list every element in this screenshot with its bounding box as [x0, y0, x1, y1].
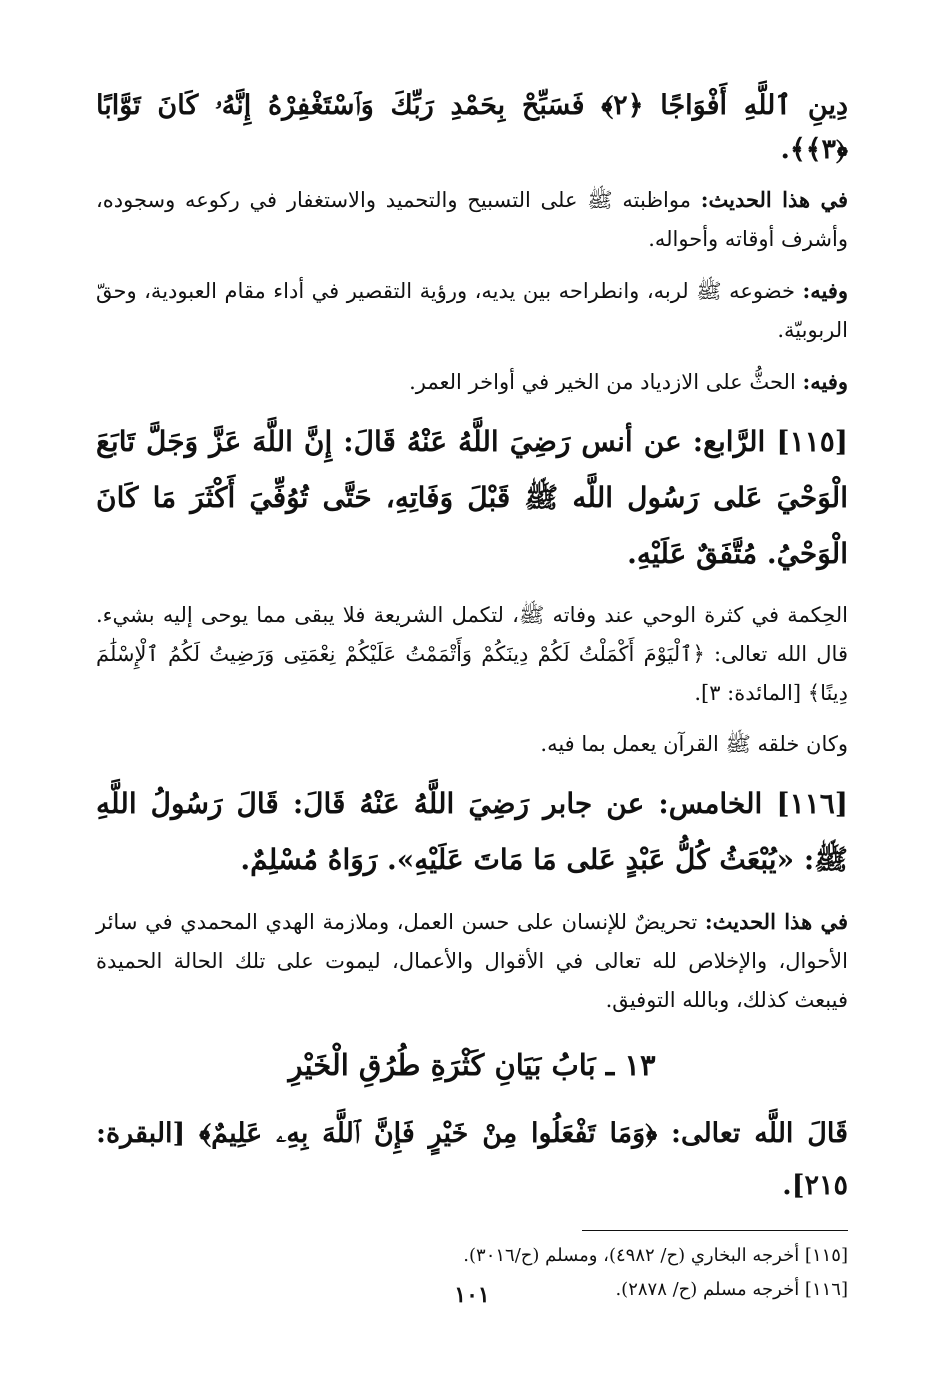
chapter-verse: قَالَ اللَّه تعالى: ﴿وَمَا تَفْعَلُوا مِنْ خَيْرٍ فَإِنَّ ٱللَّهَ بِهِۦ عَلِيمٌ﴾ [البقرة: ٢١٥].	[96, 1118, 848, 1201]
footnote-116: [١١٦] أخرجه مسلم (ح/ ٢٨٧٨).	[615, 1279, 848, 1300]
commentary-paragraph	[96, 271, 848, 350]
paragraph-lead: في هذا الحديث:	[704, 909, 849, 934]
commentary-115-wisdom: الحِكمة في كثرة الوحي عند وفاته ﷺ، لتكمل الشريعة فلا يبقى مما يوحى إليه بشيء. قال الله تعالى: ﴿ٱلْيَوْمَ أَكْمَلْتُ لَكُمْ دِينَكُمْ وَأَتْمَمْتُ عَلَيْكُمْ نِعْمَتِى وَرَضِيتُ لَكُمُ ٱلْإِسْلَٰمَ دِينًا﴾ [المائدة: ٣].	[96, 603, 848, 705]
commentary-paragraph	[96, 362, 848, 402]
commentary-115-character: وكان خلقه ﷺ القرآن يعمل بما فيه.	[540, 732, 848, 756]
hadith-116: [١١٦] الخامس: عن جابر رَضِيَ اللَّهُ عَنْهُ قَالَ: قَالَ رَسُولُ اللَّهِ ﷺ: «يُبْعَثُ كُلُّ عَبْدٍ عَلى مَا مَاتَ عَلَيْهِ». رَوَاهُ مُسْلِمٌ.	[96, 787, 848, 876]
paragraph-text: خضوعه ﷺ لربه، وانطراحه بين يديه، ورؤية التقصير في أداء مقام العبودية، وحقّ الربوبيّة.	[96, 279, 848, 342]
footnote-divider	[582, 1230, 848, 1231]
paragraph-lead: وفيه:	[802, 369, 848, 394]
paragraph-text: تحريضٌ للإنسان على حسن العمل، وملازمة الهدي المحمدي في سائر الأحوال، والإخلاص لله تعالى في الأقوال والأعمال، ليموت على تلك الحالة الحميدة فيبعث كذلك، وبالله التوفيق.	[96, 910, 848, 1012]
paragraph-text: مواظبته ﷺ على التسبيح والتحميد والاستغفار في ركوعه وسجوده، وأشرف أوقاته وأحواله.	[96, 188, 848, 251]
page-number: ١٠١	[454, 1282, 490, 1308]
commentary-116	[96, 902, 848, 1020]
quran-verse-continuation: دِينِ ٱللَّهِ أَفْوَاجًا ﴿٢﴾ فَسَبِّحْ بِحَمْدِ رَبِّكَ وَٱسْتَغْفِرْهُ إِنَّهُۥ كَانَ تَوَّابًا ﴿٣﴾﴾.	[96, 90, 848, 165]
paragraph-lead: وفيه:	[802, 278, 848, 303]
commentary-paragraph	[96, 180, 848, 259]
chapter-title: ١٣ ـ بَابُ بَيَانِ كَثْرَةِ طُرُقِ الْخَيْرِ	[288, 1048, 656, 1082]
paragraph-lead: في هذا الحديث:	[700, 187, 849, 212]
footnote-115: [١١٥] أخرجه البخاري (ح/ ٤٩٨٢)، ومسلم (ح/٣٠١٦).	[463, 1245, 848, 1266]
paragraph-text: الحثُّ على الازدياد من الخير في أواخر العمر.	[409, 370, 803, 394]
hadith-115: [١١٥] الرَّابع: عن أنس رَضِيَ اللَّهُ عَنْهُ قَالَ: إِنَّ اللَّهَ عَزَّ وَجَلَّ تَابَعَ الْوَحْيَ عَلى رَسُول اللَّه ﷺ قَبْلَ وَفَاتِهِ، حَتَّى تُوُفِّيَ أَكْثَرَ مَا كَانَ الْوَحْيُ. مُتَّفَقٌ عَلَيْهِ.	[96, 425, 848, 570]
